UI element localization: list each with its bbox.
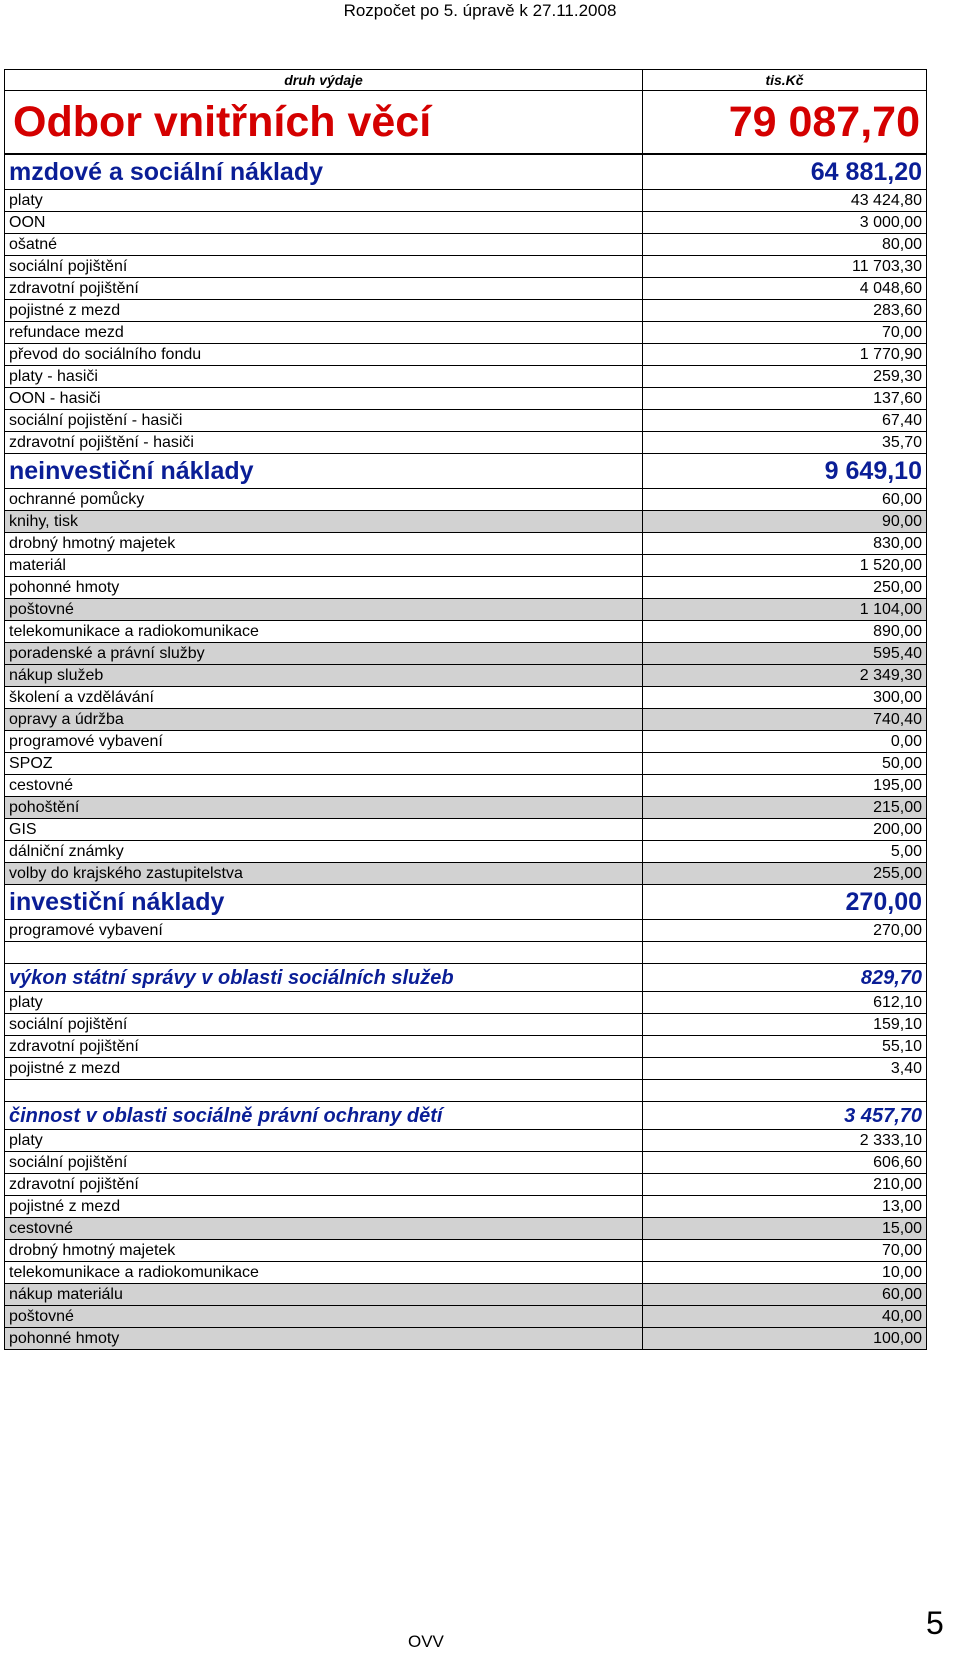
item-label: poštovné bbox=[5, 1306, 643, 1328]
table-row bbox=[5, 366, 927, 388]
item-amount: 215,00 bbox=[643, 797, 927, 819]
table-row bbox=[5, 300, 927, 322]
item-amount: 0,00 bbox=[643, 731, 927, 753]
item-label: refundace mezd bbox=[5, 322, 643, 344]
item-label: dálniční známky bbox=[5, 841, 643, 863]
item-amount: 612,10 bbox=[643, 992, 927, 1014]
item-amount: 55,10 bbox=[643, 1036, 927, 1058]
item-label: nákup služeb bbox=[5, 665, 643, 687]
table-row bbox=[5, 1036, 927, 1058]
item-amount: 10,00 bbox=[643, 1262, 927, 1284]
item-amount: 90,00 bbox=[643, 511, 927, 533]
item-amount: 740,40 bbox=[643, 709, 927, 731]
item-amount: 60,00 bbox=[643, 1284, 927, 1306]
column-header-expense-type: druh výdaje bbox=[5, 70, 643, 91]
footer-code: OVV bbox=[408, 1632, 444, 1651]
item-label: programové vybavení bbox=[5, 920, 643, 942]
column-header-unit: tis.Kč bbox=[643, 70, 927, 91]
page-number: 5 bbox=[926, 1605, 944, 1641]
spacer-row bbox=[5, 942, 927, 964]
section-label: činnost v oblasti sociálně právní ochrany dětí bbox=[5, 1102, 643, 1130]
item-label: telekomunikace a radiokomunikace bbox=[5, 621, 643, 643]
section-row bbox=[5, 1102, 927, 1130]
item-label: ochranné pomůcky bbox=[5, 489, 643, 511]
item-amount: 200,00 bbox=[643, 819, 927, 841]
item-label: volby do krajského zastupitelstva bbox=[5, 863, 643, 885]
item-amount: 15,00 bbox=[643, 1218, 927, 1240]
table-row bbox=[5, 278, 927, 300]
section-label: výkon státní správy v oblasti sociálních služeb bbox=[5, 964, 643, 992]
page-title: Rozpočet po 5. úpravě k 27.11.2008 bbox=[343, 1, 617, 20]
table-row bbox=[5, 234, 927, 256]
section-label: mzdové a sociální náklady bbox=[5, 154, 643, 190]
item-label: převod do sociálního fondu bbox=[5, 344, 643, 366]
item-amount: 259,30 bbox=[643, 366, 927, 388]
item-amount: 70,00 bbox=[643, 1240, 927, 1262]
table-row bbox=[5, 1328, 927, 1350]
item-amount: 11 703,30 bbox=[643, 256, 927, 278]
item-amount: 3 000,00 bbox=[643, 212, 927, 234]
section-amount: 3 457,70 bbox=[643, 1102, 927, 1130]
item-amount: 60,00 bbox=[643, 489, 927, 511]
department-label: Odbor vnitřních věcí bbox=[5, 91, 643, 155]
item-amount: 5,00 bbox=[643, 841, 927, 863]
table-row bbox=[5, 1196, 927, 1218]
item-amount: 70,00 bbox=[643, 322, 927, 344]
item-label: platy bbox=[5, 1130, 643, 1152]
item-amount: 2 333,10 bbox=[643, 1130, 927, 1152]
table-row bbox=[5, 599, 927, 621]
table-row bbox=[5, 1262, 927, 1284]
item-amount: 270,00 bbox=[643, 920, 927, 942]
table-row bbox=[5, 775, 927, 797]
item-label: pojistné z mezd bbox=[5, 300, 643, 322]
item-amount: 1 520,00 bbox=[643, 555, 927, 577]
item-label: pojistné z mezd bbox=[5, 1196, 643, 1218]
section-label: neinvestiční náklady bbox=[5, 454, 643, 489]
item-label: SPOZ bbox=[5, 753, 643, 775]
section-row bbox=[5, 454, 927, 489]
item-label: zdravotní pojištění bbox=[5, 1174, 643, 1196]
item-amount: 890,00 bbox=[643, 621, 927, 643]
table-row bbox=[5, 1240, 927, 1262]
table-row bbox=[5, 621, 927, 643]
item-amount: 250,00 bbox=[643, 577, 927, 599]
item-amount: 100,00 bbox=[643, 1328, 927, 1350]
item-label: cestovné bbox=[5, 1218, 643, 1240]
item-label: platy bbox=[5, 190, 643, 212]
department-amount: 79 087,70 bbox=[643, 91, 927, 155]
table-row bbox=[5, 992, 927, 1014]
department-row bbox=[5, 91, 927, 155]
item-amount: 13,00 bbox=[643, 1196, 927, 1218]
section-row bbox=[5, 885, 927, 920]
item-amount: 3,40 bbox=[643, 1058, 927, 1080]
table-row bbox=[5, 533, 927, 555]
budget-table-body bbox=[5, 70, 927, 1350]
item-amount: 283,60 bbox=[643, 300, 927, 322]
table-row bbox=[5, 1058, 927, 1080]
table-row bbox=[5, 190, 927, 212]
item-label: zdravotní pojištění - hasiči bbox=[5, 432, 643, 454]
item-label: pohonné hmoty bbox=[5, 577, 643, 599]
table-row bbox=[5, 1218, 927, 1240]
section-amount: 64 881,20 bbox=[643, 154, 927, 190]
table-row bbox=[5, 432, 927, 454]
table-row bbox=[5, 410, 927, 432]
item-label: drobný hmotný majetek bbox=[5, 533, 643, 555]
item-amount: 1 104,00 bbox=[643, 599, 927, 621]
item-amount: 137,60 bbox=[643, 388, 927, 410]
section-row bbox=[5, 154, 927, 190]
item-label: nákup materiálu bbox=[5, 1284, 643, 1306]
item-amount: 4 048,60 bbox=[643, 278, 927, 300]
table-row bbox=[5, 643, 927, 665]
table-row bbox=[5, 687, 927, 709]
item-label: opravy a údržba bbox=[5, 709, 643, 731]
item-amount: 43 424,80 bbox=[643, 190, 927, 212]
section-amount: 270,00 bbox=[643, 885, 927, 920]
item-amount: 80,00 bbox=[643, 234, 927, 256]
item-label: knihy, tisk bbox=[5, 511, 643, 533]
item-label: ošatné bbox=[5, 234, 643, 256]
table-row bbox=[5, 344, 927, 366]
table-row bbox=[5, 1130, 927, 1152]
table-row bbox=[5, 1306, 927, 1328]
table-row bbox=[5, 863, 927, 885]
item-label: programové vybavení bbox=[5, 731, 643, 753]
section-amount: 9 649,10 bbox=[643, 454, 927, 489]
item-label: školení a vzdělávání bbox=[5, 687, 643, 709]
table-header-row bbox=[5, 70, 927, 91]
item-amount: 35,70 bbox=[643, 432, 927, 454]
item-label: poradenské a právní služby bbox=[5, 643, 643, 665]
item-amount: 830,00 bbox=[643, 533, 927, 555]
item-amount: 595,40 bbox=[643, 643, 927, 665]
item-label: materiál bbox=[5, 555, 643, 577]
item-label: drobný hmotný majetek bbox=[5, 1240, 643, 1262]
table-row bbox=[5, 920, 927, 942]
table-row bbox=[5, 256, 927, 278]
item-label: platy bbox=[5, 992, 643, 1014]
item-label: sociální pojištění bbox=[5, 1152, 643, 1174]
table-row bbox=[5, 555, 927, 577]
table-row bbox=[5, 1174, 927, 1196]
table-row bbox=[5, 212, 927, 234]
budget-table bbox=[4, 69, 927, 1350]
table-row bbox=[5, 489, 927, 511]
item-label: poštovné bbox=[5, 599, 643, 621]
item-label: OON - hasiči bbox=[5, 388, 643, 410]
table-row bbox=[5, 731, 927, 753]
section-row bbox=[5, 964, 927, 992]
table-row bbox=[5, 577, 927, 599]
item-amount: 210,00 bbox=[643, 1174, 927, 1196]
section-amount: 829,70 bbox=[643, 964, 927, 992]
table-row bbox=[5, 388, 927, 410]
item-amount: 50,00 bbox=[643, 753, 927, 775]
table-row bbox=[5, 753, 927, 775]
item-amount: 606,60 bbox=[643, 1152, 927, 1174]
item-label: pohonné hmoty bbox=[5, 1328, 643, 1350]
item-label: zdravotní pojištění bbox=[5, 1036, 643, 1058]
item-label: sociální pojištění bbox=[5, 1014, 643, 1036]
item-amount: 67,40 bbox=[643, 410, 927, 432]
item-amount: 1 770,90 bbox=[643, 344, 927, 366]
item-label: platy - hasiči bbox=[5, 366, 643, 388]
table-row bbox=[5, 1014, 927, 1036]
item-amount: 40,00 bbox=[643, 1306, 927, 1328]
item-label: pohoštění bbox=[5, 797, 643, 819]
table-row bbox=[5, 819, 927, 841]
table-row bbox=[5, 797, 927, 819]
section-label: investiční náklady bbox=[5, 885, 643, 920]
item-amount: 255,00 bbox=[643, 863, 927, 885]
item-label: pojistné z mezd bbox=[5, 1058, 643, 1080]
item-label: telekomunikace a radiokomunikace bbox=[5, 1262, 643, 1284]
item-amount: 2 349,30 bbox=[643, 665, 927, 687]
item-amount: 195,00 bbox=[643, 775, 927, 797]
item-amount: 159,10 bbox=[643, 1014, 927, 1036]
spacer-row bbox=[5, 1080, 927, 1102]
item-label: sociální pojistění - hasiči bbox=[5, 410, 643, 432]
item-label: OON bbox=[5, 212, 643, 234]
table-row bbox=[5, 1284, 927, 1306]
item-label: cestovné bbox=[5, 775, 643, 797]
item-label: sociální pojištění bbox=[5, 256, 643, 278]
item-label: GIS bbox=[5, 819, 643, 841]
table-row bbox=[5, 511, 927, 533]
table-row bbox=[5, 665, 927, 687]
table-row bbox=[5, 1152, 927, 1174]
item-label: zdravotní pojištění bbox=[5, 278, 643, 300]
table-row bbox=[5, 709, 927, 731]
table-row bbox=[5, 841, 927, 863]
table-row bbox=[5, 322, 927, 344]
item-amount: 300,00 bbox=[643, 687, 927, 709]
